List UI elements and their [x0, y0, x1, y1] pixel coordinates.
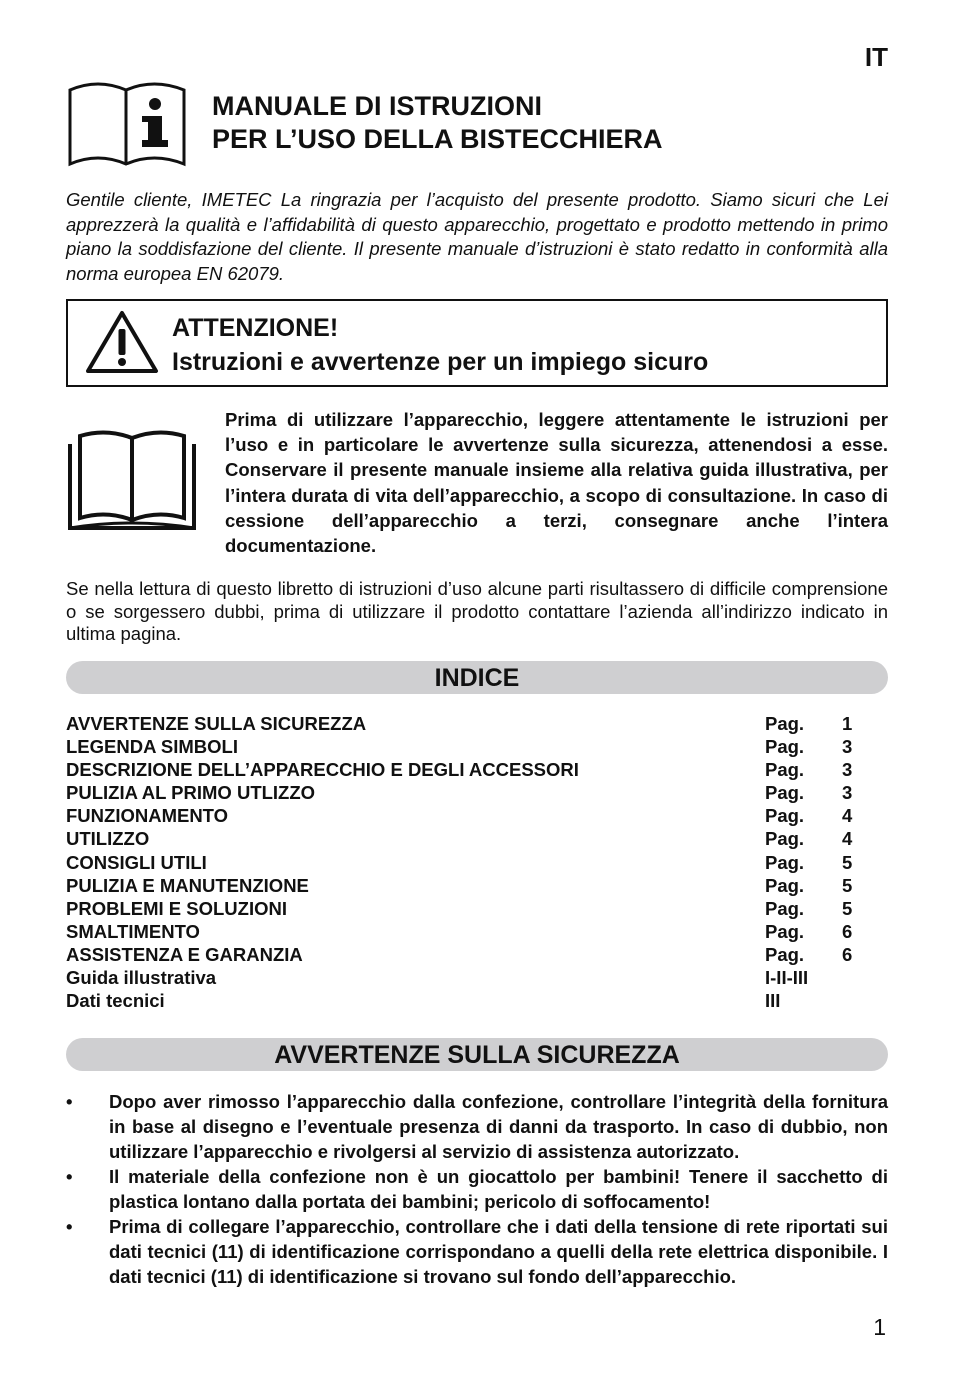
toc-title: LEGENDA SIMBOLI: [66, 736, 238, 758]
toc-page-number: 4: [842, 828, 853, 850]
toc-row: [66, 920, 888, 943]
toc-page-number: 6: [842, 943, 853, 965]
toc-pag-label: Pag.: [765, 920, 805, 942]
bullet-marker: •: [66, 1091, 73, 1112]
toc-title: AVVERTENZE SULLA SICUREZZA: [66, 713, 367, 734]
toc-page-number: 6: [842, 920, 853, 942]
toc-page-range: III: [765, 990, 781, 1012]
page-title: [212, 90, 663, 156]
toc-title: DESCRIZIONE DELL’APPARECCHIO E DEGLI ACCESSORI: [66, 759, 579, 781]
safety-heading: AVVERTENZE SULLA SICUREZZA: [66, 1038, 888, 1071]
toc-pag-label: Pag.: [765, 736, 805, 758]
toc-title: PULIZIA AL PRIMO UTLIZZO: [66, 782, 316, 804]
help-paragraph: Se nella lettura di questo libretto di istruzioni d’uso alcune parti risultassero di difficile comprensione o se sorgessero dubbi, prima di utilizzare il prodotto contattare l’azienda all’indirizzo indicato in ultima pagina.: [66, 578, 888, 644]
toc-page-range: I-II-III: [765, 967, 809, 989]
info-manual-icon: [66, 80, 188, 170]
toc-pag-label: Pag.: [765, 851, 805, 873]
open-book-icon: [66, 428, 198, 532]
toc-pag-label: Pag.: [765, 805, 805, 827]
toc-row: [66, 874, 888, 897]
toc-pag-label: Pag.: [765, 759, 805, 781]
toc-row: [66, 851, 888, 874]
toc-page-number: 3: [842, 759, 853, 781]
toc-title: UTILIZZO: [66, 828, 150, 850]
toc-title: Guida illustrativa: [66, 967, 217, 989]
toc-row: [66, 712, 888, 735]
toc-page-number: 5: [842, 897, 853, 919]
toc-page-number: 3: [842, 782, 853, 804]
toc-pag-label: Pag.: [765, 828, 805, 850]
toc-title: ASSISTENZA E GARANZIA: [66, 943, 303, 965]
table-of-contents: [66, 712, 888, 1012]
toc-title: FUNZIONAMENTO: [66, 805, 229, 827]
toc-pag-label: Pag.: [765, 874, 805, 896]
list-item: [66, 1214, 888, 1289]
safety-list: [66, 1089, 888, 1289]
toc-page-number: 3: [842, 736, 853, 758]
toc-pag-label: Pag.: [765, 943, 805, 965]
bullet-marker: •: [66, 1216, 73, 1237]
warning-triangle-icon: [84, 309, 160, 375]
toc-row: [66, 943, 888, 966]
warning-line-1: ATTENZIONE!: [172, 314, 339, 342]
toc-page-number: 5: [842, 851, 853, 873]
toc-title: Dati tecnici: [66, 990, 165, 1012]
warning-line-2: Istruzioni e avvertenze per un impiego sicuro: [172, 348, 709, 376]
language-code: IT: [864, 42, 888, 72]
toc-pag-label: Pag.: [765, 713, 805, 734]
list-item-text: Prima di collegare l’apparecchio, controllare che i dati della tensione di rete riportati sui dati tecnici (11) di identificazione corrispondano a quelli della rete elettrica disponibile. I dati tecnici (11) di identificazione si trovano sul fondo dell’apparecchio.: [109, 1216, 888, 1287]
list-item: [66, 1164, 888, 1214]
toc-title: SMALTIMENTO: [66, 920, 200, 942]
toc-row: [66, 781, 888, 804]
title-line-1: MANUALE DI ISTRUZIONI: [212, 91, 542, 121]
warning-title: [172, 311, 708, 379]
intro-paragraph: Gentile cliente, IMETEC La ringrazia per l’acquisto del presente prodotto. Siamo sicuri che Lei apprezzerà la qualità e l’affidabilità di questo apparecchio, progettato e prodotto mettendo in primo piano la soddisfazione del cliente. Il presente manuale d’istruzioni è stato redatto in conformità alla norma europea EN 62079.: [66, 189, 888, 284]
toc-row: [66, 804, 888, 827]
toc-pag-label: Pag.: [765, 897, 805, 919]
list-item: [66, 1089, 888, 1164]
toc-pag-label: Pag.: [765, 782, 805, 804]
index-heading: INDICE: [66, 661, 888, 694]
read-instructions-paragraph: Prima di utilizzare l’apparecchio, leggere attentamente le istruzioni per l’uso e in particolare le avvertenze sulla sicurezza, attenendosi a esse. Conservare il presente manuale insieme alla relativa guida illustrativa, per l’intera durata di vita dell’apparecchio, a scopo di consultazione. In caso di cessione dell’apparecchio a terzi, consegnare anche l’intera documentazione.: [225, 409, 888, 557]
toc-row: [66, 735, 888, 758]
warning-box: [66, 299, 888, 387]
toc-row: [66, 897, 888, 920]
toc-title: PROBLEMI E SOLUZIONI: [66, 897, 287, 919]
toc-page-number: 5: [842, 874, 853, 896]
toc-page-number: 1: [842, 713, 853, 734]
toc-row: [66, 966, 888, 989]
toc-page-number: 4: [842, 805, 853, 827]
toc-title: PULIZIA E MANUTENZIONE: [66, 874, 309, 896]
toc-row: [66, 758, 888, 781]
list-item-text: Il materiale della confezione non è un giocattolo per bambini! Tenere il sacchetto di plastica lontano dalla portata dei bambini; pericolo di soffocamento!: [109, 1166, 888, 1212]
page-number: 1: [873, 1314, 886, 1340]
toc-row: [66, 989, 888, 1012]
list-item-text: Dopo aver rimosso l’apparecchio dalla confezione, controllare l’integrità della fornitura in base al disegno e l’eventuale presenza di danni da trasporto. In caso di dubbio, non utilizzare l’apparecchio e rivolgersi al servizio di assistenza autorizzato.: [109, 1091, 888, 1162]
bullet-marker: •: [66, 1166, 73, 1187]
toc-row: [66, 827, 888, 850]
title-line-2: PER L’USO DELLA BISTECCHIERA: [212, 124, 663, 154]
toc-title: CONSIGLI UTILI: [66, 851, 207, 873]
